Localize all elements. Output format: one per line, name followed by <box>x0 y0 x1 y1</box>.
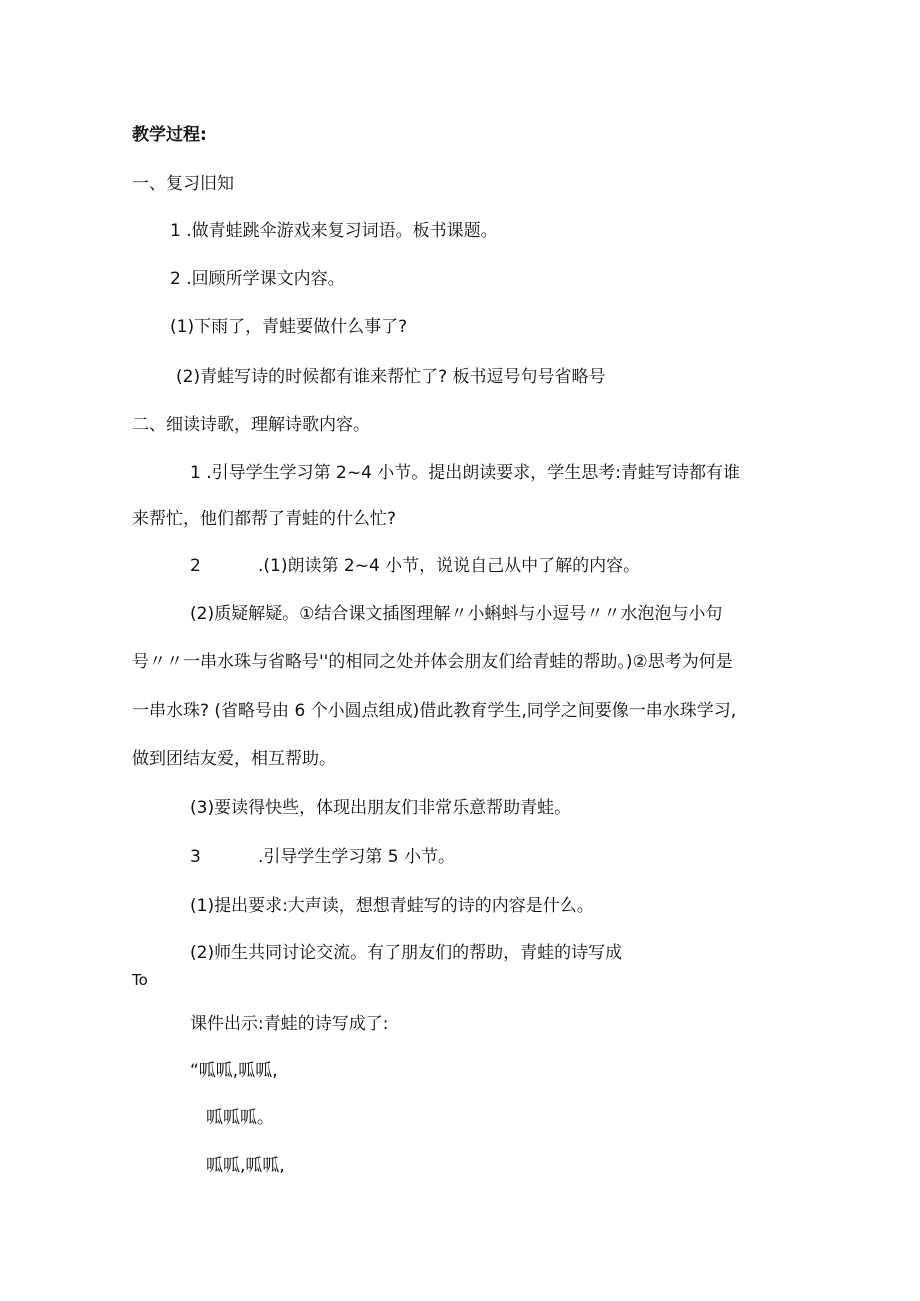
section-2-title: 二、细读诗歌，理解诗歌内容。 <box>132 415 370 435</box>
section-2-paragraph-2-line-4: 做到团结友爱，相互帮助。 <box>132 749 336 769</box>
section-1-sub-1: (1)下雨了，青蛙要做什么事了? <box>170 317 408 337</box>
section-2-item-3-sub-2: (2)师生共同讨论交流。有了朋友们的帮助，青蛙的诗写成 <box>190 943 623 963</box>
section-2-paragraph-3: (3)要读得快些，体现出朋友们非常乐意帮助青蛙。 <box>190 798 572 818</box>
section-2-item-1-line-2: 来帮忙，他们都帮了青蛙的什么忙? <box>132 509 397 529</box>
section-1-item-2: 2 .回顾所学课文内容。 <box>170 269 345 289</box>
section-2-paragraph-2-line-3: 一串水珠? (省略号由 6 个小圆点组成)借此教育学生,同学之间要像一串水珠学习, <box>132 701 737 721</box>
lesson-process-heading: 教学过程: <box>132 125 207 145</box>
poem-line-3: 呱呱,呱呱, <box>206 1156 285 1176</box>
section-2-item-3-number: 3 <box>190 847 201 867</box>
section-2-item-2-text: .(1)朗读第 2~4 小节，说说自己从中了解的内容。 <box>258 556 641 576</box>
section-1-sub-2: (2)青蛙写诗的时候都有谁来帮忙了? 板书逗号句号省略号 <box>176 367 606 387</box>
section-2-item-2-number: 2 <box>190 556 201 576</box>
section-2-item-3-sub-1: (1)提出要求:大声读，想想青蛙写的诗的内容是什么。 <box>190 896 594 916</box>
section-2-item-1-line-1: 1 .引导学生学习第 2~4 小节。提出朗读要求，学生思考:青蛙写诗都有谁 <box>190 463 741 483</box>
poem-line-2: 呱呱呱。 <box>206 1108 274 1128</box>
stray-text-to: To <box>132 971 148 989</box>
section-2-item-3-text: .引导学生学习第 5 小节。 <box>258 847 456 867</box>
poem-line-1: “呱呱,呱呱, <box>190 1061 278 1081</box>
section-2-paragraph-2-line-1: (2)质疑解疑。①结合课文插图理解〃小蝌蚪与小逗号〃〃水泡泡与小句 <box>190 604 723 624</box>
section-1-item-1: 1 .做青蛙跳伞游戏来复习词语。板书课题。 <box>170 221 498 241</box>
section-2-paragraph-2-line-2: 号〃〃一串水珠与省略号''的相同之处并体会朋友们给青蛙的帮助。)②思考为何是 <box>132 652 733 672</box>
section-1-title: 一、复习旧知 <box>132 174 234 194</box>
courseware-line: 课件出示:青蛙的诗写成了: <box>190 1014 389 1034</box>
